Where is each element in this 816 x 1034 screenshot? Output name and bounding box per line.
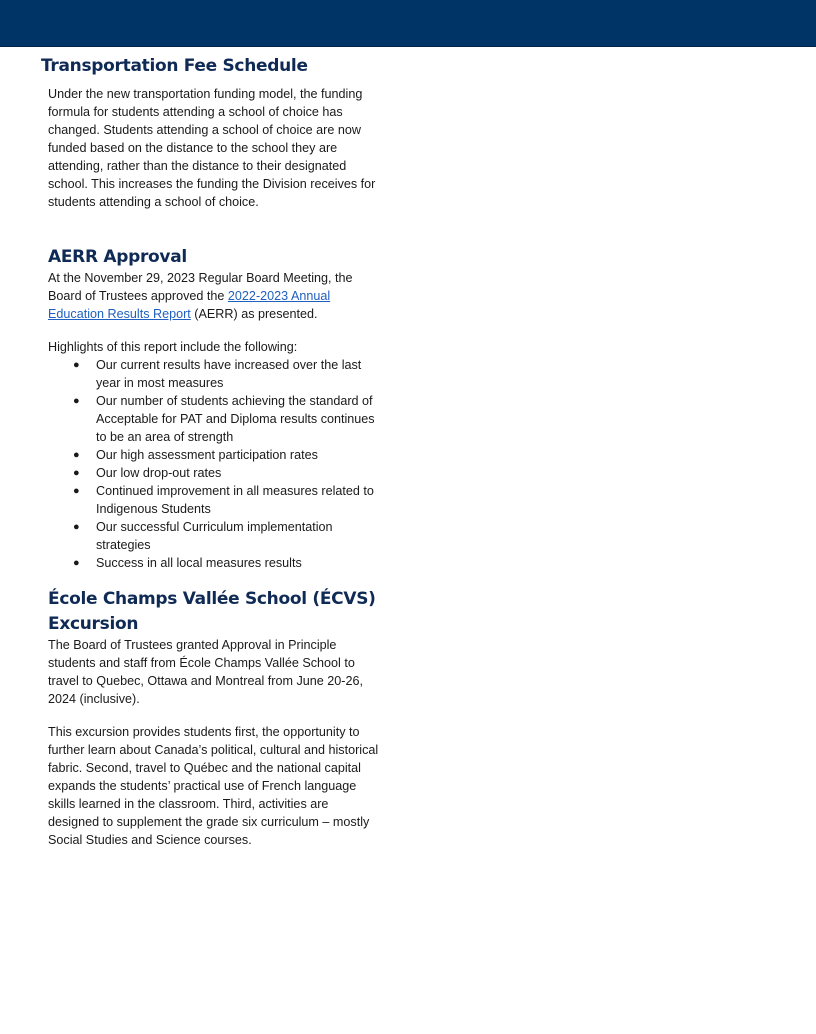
list-item xyxy=(48,464,382,482)
list-item-text: Success in all local measures results xyxy=(96,556,302,570)
list-item-text: Continued improvement in all measures related to Indigenous Students xyxy=(96,484,374,516)
highlights-list xyxy=(48,356,382,572)
list-item xyxy=(48,518,382,554)
ecvs-body-1: The Board of Trustees granted Approval in Principle students and staff from École Champs Vallée School to travel to Quebec, Ottawa and Montreal from June 20-26, 2024 (inclusive). xyxy=(48,638,364,706)
list-item-text: Our number of students achieving the standard of Acceptable for PAT and Diploma results continues to be an area of strength xyxy=(96,394,375,444)
list-item-text: Our current results have increased over the last year in most measures xyxy=(96,358,362,390)
aerr-body-before-link: At the November 29, 2023 Regular Board Meeting, the Board of Trustees approved the xyxy=(48,271,353,303)
bullet-icon: ● xyxy=(73,485,80,497)
bullet-icon: ● xyxy=(73,521,80,533)
aerr-heading: AERR Approval xyxy=(48,247,187,267)
bullet-icon: ● xyxy=(73,557,80,569)
list-item-text: Our low drop-out rates xyxy=(96,466,222,480)
list-item xyxy=(48,482,382,518)
bullet-icon: ● xyxy=(73,359,80,371)
ecvs-body-2: This excursion provides students first, the opportunity to further learn about Canada’s political, cultural and historical fabric. Second, travel to Québec and the national capital expands the students’ practical use of French language skills learned in the classroom. Third, activities are designed to supplement the grade six curriculum – mostly Social Studies and Science courses. xyxy=(48,725,379,847)
bullet-icon: ● xyxy=(73,467,80,479)
list-item xyxy=(48,554,382,572)
bullet-icon: ● xyxy=(73,449,80,461)
list-item xyxy=(48,356,382,392)
bullet-icon: ● xyxy=(73,395,80,407)
list-item xyxy=(48,446,382,464)
ecvs-heading: École Champs Vallée School (ÉCVS) Excursion xyxy=(48,589,376,634)
list-item xyxy=(48,392,382,446)
aerr-body-after-link: (AERR) as presented. xyxy=(190,307,318,321)
aerr-report-link[interactable]: 2022-2023 Annual Education Results Report xyxy=(48,289,331,321)
aerr-body xyxy=(48,269,382,323)
transportation-heading: Transportation Fee Schedule xyxy=(41,56,308,76)
transportation-body: Under the new transportation funding model, the funding formula for students attending a school of choice has changed. Students attending a school of choice are now funded based on the distance to the school they are attending, rather than the distance to their designated school. This increases the funding the Division receives for students attending a school of choice. xyxy=(48,87,376,209)
highlights-intro: Highlights of this report include the following: xyxy=(48,340,298,354)
list-item-text: Our high assessment participation rates xyxy=(96,448,318,462)
list-item-text: Our successful Curriculum implementation strategies xyxy=(96,520,333,552)
header-band xyxy=(0,0,816,47)
